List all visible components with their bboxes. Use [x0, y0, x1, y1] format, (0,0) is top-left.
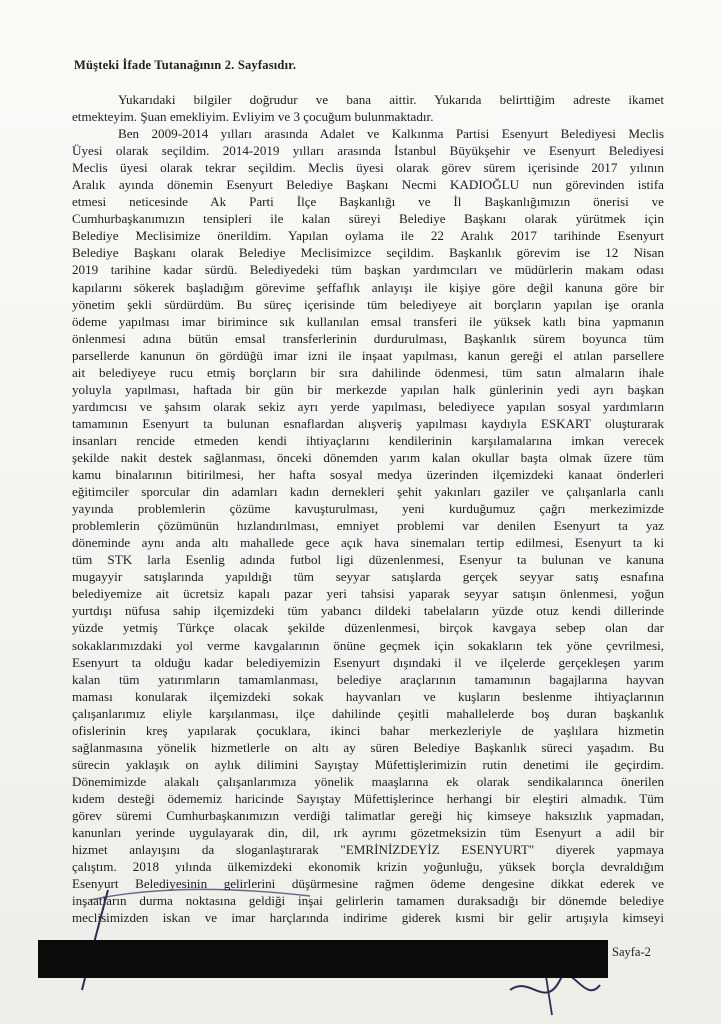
text-line: yardımcısı ve şahsım olarak sekiz ayrı yerde yapılması, belediyece yapılan sosyal yardımların [72, 398, 664, 414]
text-line: meclisimizden iskan ve imar harçlarında indirime giderek kısmi bir gelir artışıyla kimseyi [72, 910, 664, 926]
text-line: inşaatların durma noktasına geldiği inşai gelirlerin tamamen duraksadığı bir dönemde belediye [72, 893, 664, 909]
text-line: sokaklarımızdaki yol verme kavgalarının önüne geçmek için sokakların tek yöne çevrilmesi, [72, 637, 664, 653]
text-line: kalan tüm yatırımların tamamlanması, belediye araçlarının tamamının bagajlarına hayvan [72, 671, 664, 687]
text-line: yüzde yetmiş Türkçe olacak şekilde düzenlenmesi, birçok kavgaya sebep olan dar [72, 620, 664, 636]
text-line: Aralık ayında dönemin Esenyurt Belediye Başkanı Necmi KADIOĞLU nun görevinden istifa [72, 177, 664, 193]
text-line: kamu binalarının bitirilmesi, her hafta sosyal medya üzerinden ilçemizdeki kanaat önderleri [72, 467, 664, 483]
text-line: Belediye Meclisimize önerildim. Yapılan oylama ile 22 Aralık 2017 tarihinde Esenyurt [72, 228, 664, 244]
text-line: Esenyurt Belediyesinin gelirlerini düşürmesine rağmen ödeme dengesine dikkat ederek ve [72, 876, 664, 892]
text-line: görev süremi Cumhurbaşkanımızın verdiği talimatlar gereği hiç kimseye haksızlık yapmadan, [72, 807, 664, 823]
text-line: problemlerin çözümünün hızlandırılması, emniyet problemi var denilen Esenyurt ta yaz [72, 518, 664, 534]
text-line: Cumhurbaşkanımızın tensipleri ile kalan süreyi Belediye Başkanı olarak yürütmek için [72, 211, 664, 227]
text-line: Meclis üyesi olarak tekrar seçildim. Meclis üyesi olarak görev sürem içerisinde 2017 yılının [72, 160, 664, 176]
text-line: Ben 2009-2014 yılları arasında Adalet ve Kalkınma Partisi Esenyurt Belediyesi Meclis [118, 126, 664, 142]
text-line: ödeme yapılması imar birimince sık kullanılan emsal transferi ile yüksek katlı bina yapmanın [72, 313, 664, 329]
text-line: döneminde aynı anda altı mahallede gece açık hava sinemaları tertip edilmesi, Esenyurt ta ki [72, 535, 664, 551]
text-line: tüm STK larla Esenlig adında futbol ligi düzenlenmesi, Esenyur ta bulunan ve kanuna [72, 552, 664, 568]
text-line: şekilde nakit destek sağlanması, önceki dönemden yarım kalan okullar başta olmak üzere tüm [72, 449, 664, 465]
text-line: ofislerinin kreş yapılarak çocuklara, ikinci bahar merkezleriyle de yaşlılara hizmetin [72, 722, 664, 738]
text-line: Esenyurt ta olduğu kadar belediyemizin Esenyurt dışındaki il ve ilçelerde gerçekleşen yarım [72, 654, 664, 670]
text-line: maması konularak ilçemizdeki sokak hayvanları ve kuşların beslenme ihtiyaçlarının [72, 688, 664, 704]
text-line: yoluyla yapılması, haftada bir gün bir merkezde yapılan halk günlerinin yedi ayrı başkan [72, 381, 664, 397]
text-line: etmekteyim. Şuan emekliyim. Evliyim ve 3 çocuğum bulunmaktadır. [72, 109, 434, 125]
text-line: kapılarını sökerek başladığım görevime şeffaflık anlayışı ile kişiye göre değil kanuna göre bir [72, 279, 664, 295]
text-line: sağlanmasına yönelik hizmetlerle on altı ay süren Belediye Başkanlık süreci yaşadım. Bu [72, 739, 664, 755]
text-line: kanunları yerinde uygulayarak din, dil, ırk ayrımı gözetmeksizin tüm Esenyurt a adil bir [72, 825, 664, 841]
text-line: kıdem desteği ödememiz haricinde Sayıştay Müfettişlerince herhangi bir eleştiri almadık. Tüm [72, 790, 664, 806]
text-line: sürecin yaklaşık on aylık dilimini Sayıştay Müfettişlerimizin rutin denetimi ile geçirdim. [72, 756, 664, 772]
text-line: hizmet anlayışını da sloganlaştırarak "EMRİNİZDEYİZ ESENYURT" diyerek yapmaya [72, 842, 664, 858]
document-header-title: Müşteki İfade Tutanağının 2. Sayfasıdır. [74, 58, 297, 72]
text-line: parsellerde kanunun ön gördüğü imar izni ile inşaat yapılması, kanun gereği el atılan parsellere [72, 347, 664, 363]
text-line: Dönemimizde alakalı çalışanlarımıza yönelik maaşlarına ek olarak sendikalarınca önerilen [72, 773, 664, 789]
text-line: mugayyir satışlarında yapıldığı tüm seyyar satışlarda gerçek seyyar satış esnafına [72, 569, 664, 585]
text-line: önlenmesi adına bütün emsal transferlerinin durdurulması, Başkanlık sürem boyunca tüm [72, 330, 664, 346]
text-line: Üyesi olarak seçildim. 2014-2019 yılları arasında İstanbul Büyükşehir ve Esenyurt Belediyesi [72, 143, 664, 159]
text-line: çalıştım. 2018 yılında ülkemizdeki ekonomik krizin yoğunluğu, yüksek borçla devraldığım [72, 859, 664, 875]
statement-body [72, 91, 664, 926]
text-line: belediyemize ait ücretsiz kapalı pazar yeri tahsisi yaparak seyyar satışın önlenmesi, yoğun [72, 586, 664, 602]
text-line: Yukarıdaki bilgiler doğrudur ve bana aittir. Yukarıda belirttiğim adreste ikamet [118, 92, 664, 107]
text-line: yurtdışı nüfusa sahip ilçemizdeki tüm yabancı dildeki tabelaların yüzde otuz kendi dillerinde [72, 603, 664, 619]
text-line: 2019 tarihine kadar sürdü. Belediyedeki tüm başkan yardımcıları ve müdürlerin makam odası [72, 262, 664, 278]
redaction-bar [38, 940, 608, 978]
text-line: eğitimciler sporcular din adamları kadın dernekleri şehit yakınları gaziler ve çalışanlarla canlı [72, 484, 664, 500]
text-line: tamamının Esenyurt ta bulunan esnaflardan alışveriş yapılması kaydıyla ESKART oluşturarak [72, 415, 664, 431]
text-line: Belediye Başkanı olarak Belediye Meclisimizce seçildim. Başkanlık görevim ise 12 Nisan [72, 245, 664, 261]
text-line: çalışanlarımız eliyle karşılanması, ilçe dahilinde çeşitli mahallelerde boş duran başkanlık [72, 705, 664, 721]
text-line: yönetim şekli sürdürdüm. Bu süreç içerisinde tüm belediyeye ait borçların yapılan işe oranla [72, 296, 664, 312]
text-line: etmesi neticesinde Ak Parti İlçe Başkanlığı ve İl Başkanlığımızın önerisi ve [72, 194, 664, 210]
text-line: ait belediyeye rucu etmiş borçların bir sıra dahilinde ödenmesi, tüm satın almaların ihale [72, 364, 664, 380]
text-line: insanları rencide etmeden kendi ihtiyaçlarını kendilerinin karşılamalarına imkan verecek [72, 432, 664, 448]
text-line: yayında problemlerin çözüme kavuşturulması, yeni kurduğumuz çağrı merkezimizde [72, 501, 664, 517]
page-number: Sayfa-2 [612, 945, 651, 959]
